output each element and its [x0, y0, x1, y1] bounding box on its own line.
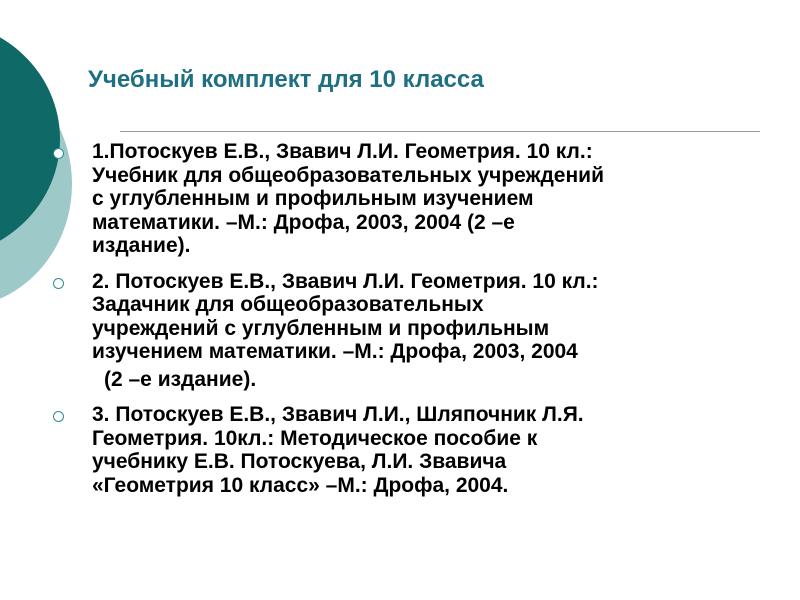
bullet-line: Учебник для общеобразовательных учреждений [92, 163, 604, 187]
bullet-line: 1.Потоскуев Е.В., Звавич Л.И. Геометрия. 10 кл.: [92, 140, 593, 163]
bullet-list [48, 140, 748, 497]
bullet-line: издание). [92, 234, 191, 257]
bullet-item-2 [48, 270, 748, 392]
bullet-line: изучением математики. –М.: Дрофа, 2003, 2004 [92, 340, 578, 363]
bullet-line: Задачник для общеобразовательных [92, 293, 484, 316]
bullet-line: 2. Потоскуев Е.В., Звавич Л.И. Геометрия. 10 кл.: [92, 269, 599, 293]
bullet-line: «Геометрия 10 класс» –М.: Дрофа, 2004. [92, 473, 509, 497]
bullet-line: математики. –М.: Дрофа, 2003, 2004 (2 –е [92, 210, 515, 234]
bullet-line: (2 –е издание). [104, 367, 257, 391]
bullet-line: с углубленным и профильным изучением [92, 187, 534, 210]
title-divider [120, 131, 760, 132]
slide-title: Учебный комплект для 10 класса [88, 66, 484, 93]
bullet-line: Геометрия. 10кл.: Методическое пособие к [92, 426, 538, 450]
bullet-line: учебнику Е.В. Потоскуева, Л.И. Звавича [92, 450, 507, 473]
bullet-circle-icon [53, 411, 64, 422]
bullet-item-3 [48, 403, 748, 497]
bullet-line: 3. Потоскуев Е.В., Звавич Л.И., Шляпочник Л.Я. [92, 403, 584, 426]
bullet-circle-icon [53, 278, 64, 289]
bullet-circle-icon [53, 148, 64, 159]
bullet-item-1 [48, 140, 748, 258]
bullet-line: учреждений с углубленным и профильным [92, 316, 550, 340]
